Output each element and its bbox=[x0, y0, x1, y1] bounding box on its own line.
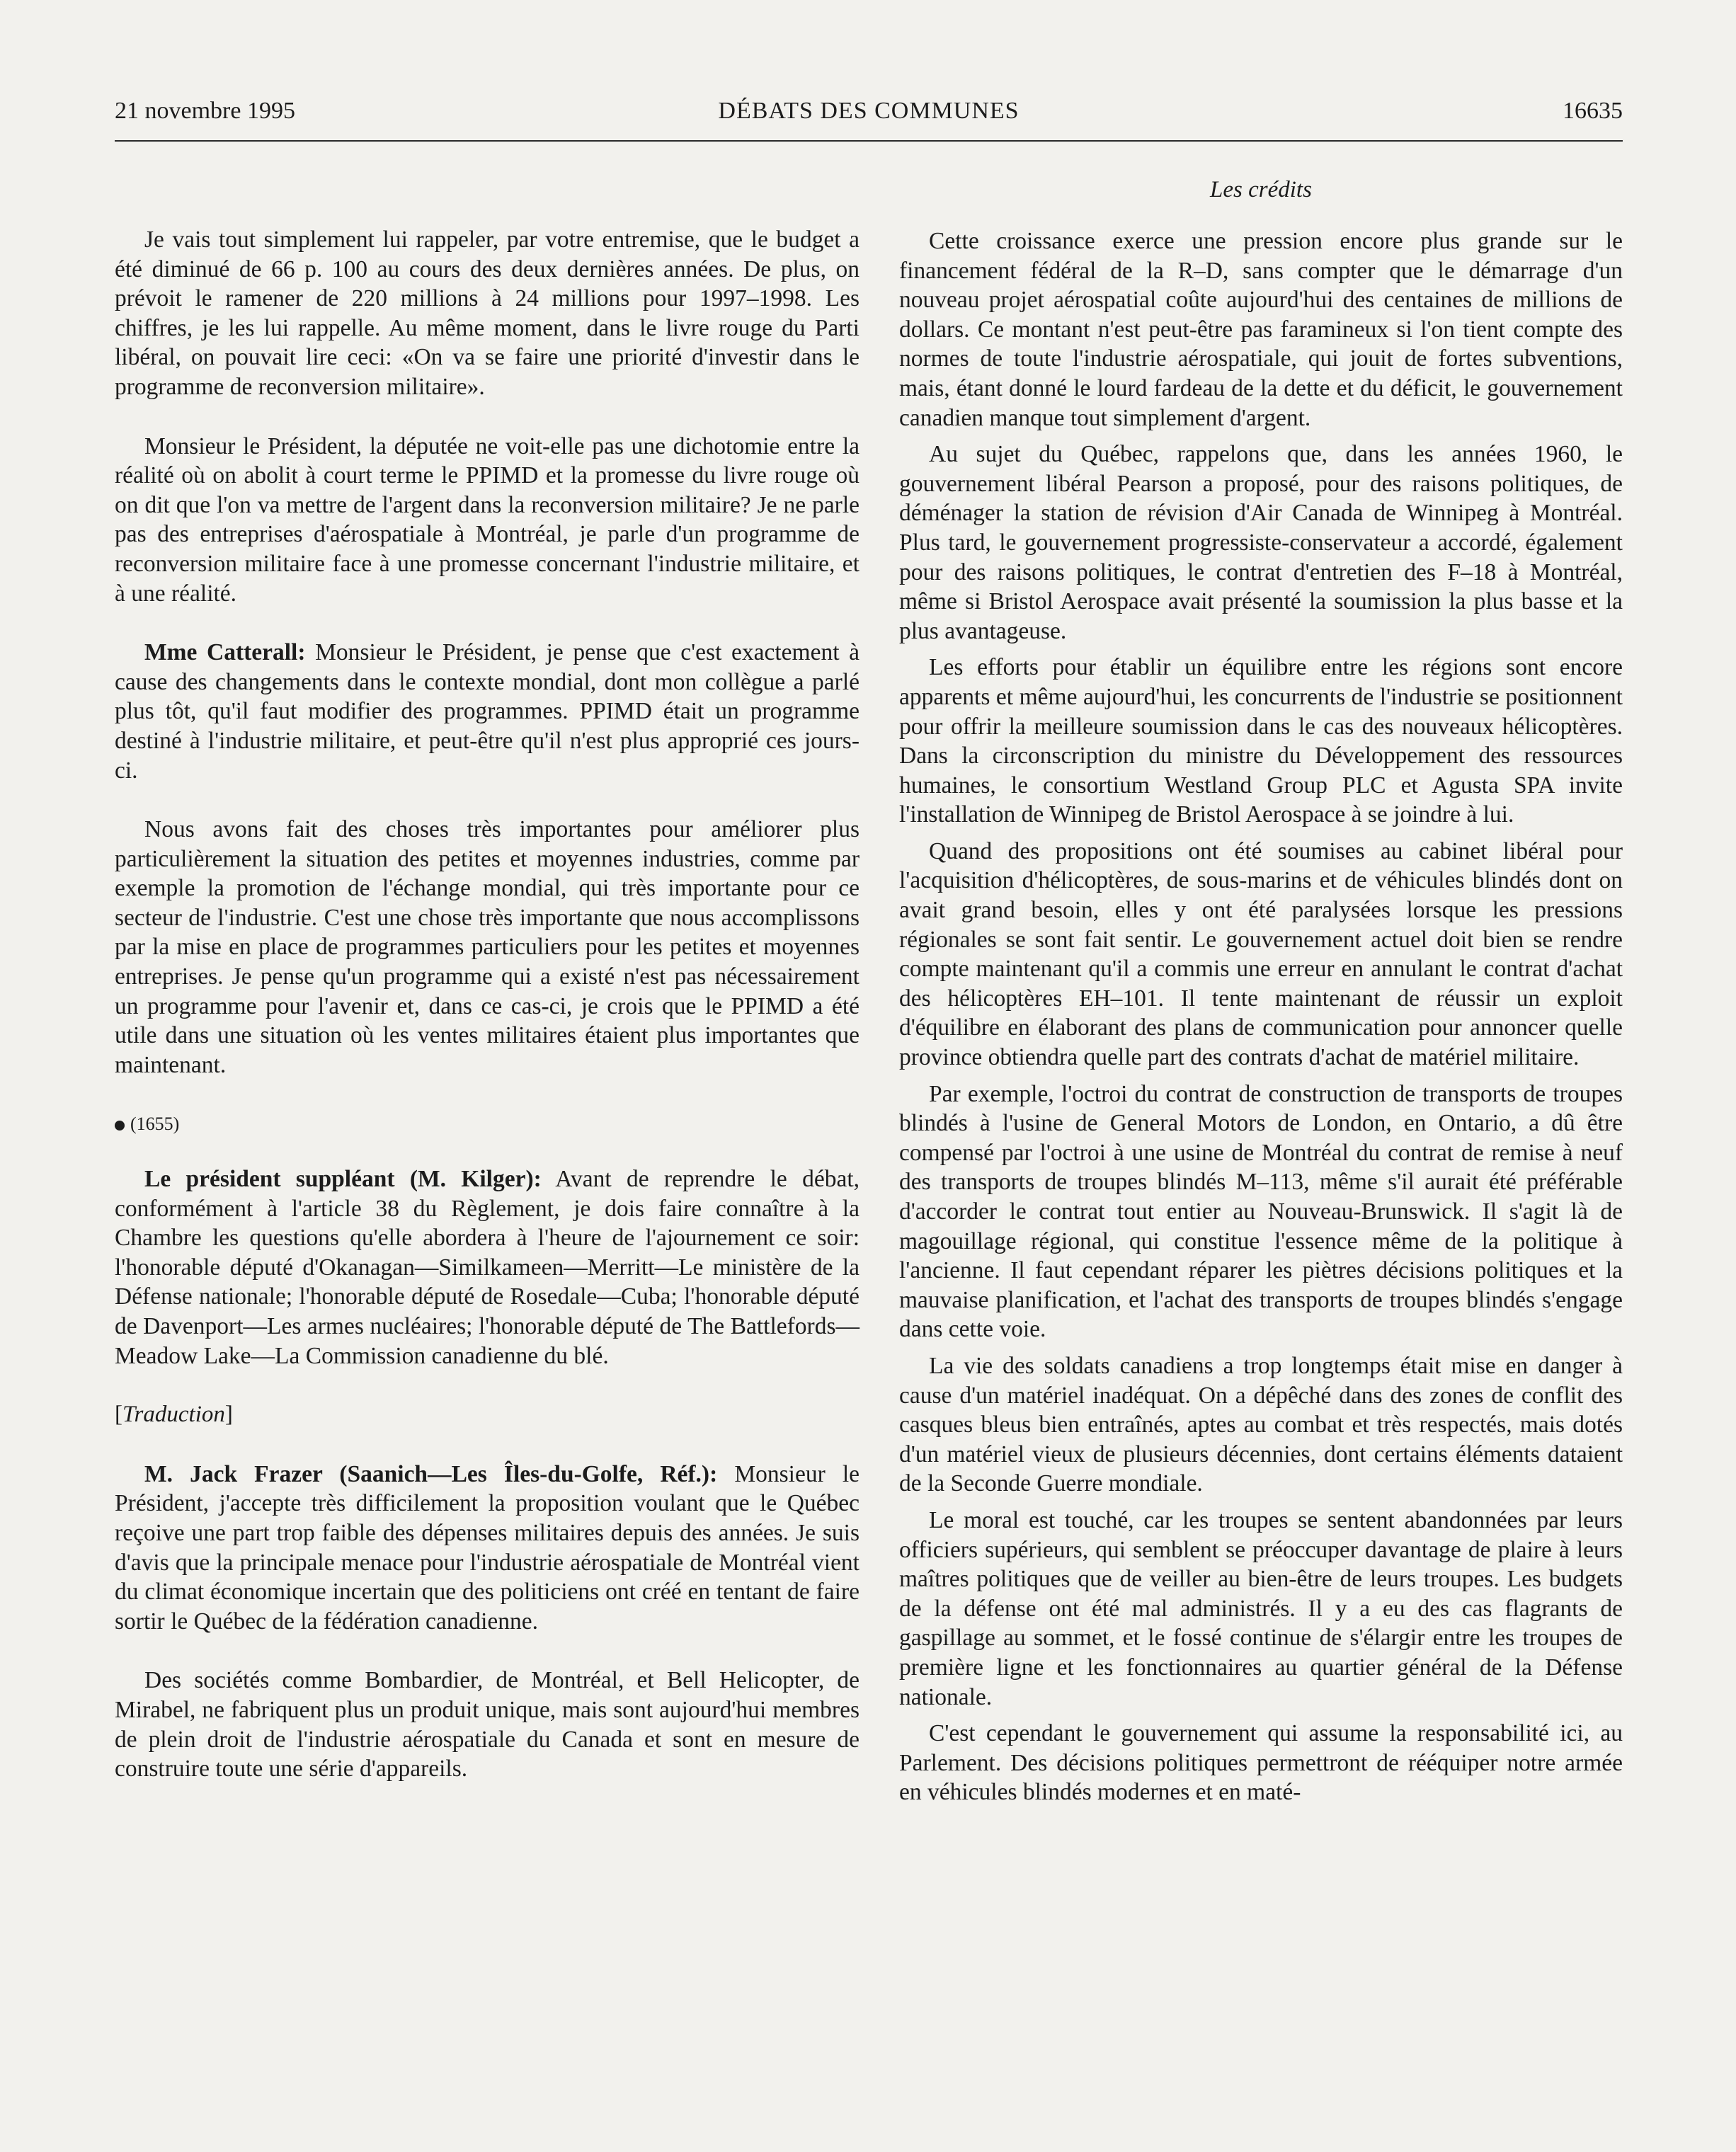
speaker-name: Le président suppléant (M. Kilger): bbox=[144, 1166, 542, 1193]
page-header bbox=[115, 98, 1623, 142]
section-label: Les crédits bbox=[1210, 177, 1312, 202]
speaker-name: M. Jack Frazer (Saanich—Les Îles-du-Golfe, Réf.): bbox=[144, 1460, 718, 1487]
speech-text: Monsieur le Président, je pense que c'est exactement à cause des changements dans le contexte mondial, dont mon collègue a parlé plus tôt, qu'il faut modifier des programmes. PPIMD était un programme destiné à l'industrie militaire, et peut-être qu'il n'est plus approprié ces jours-ci. bbox=[115, 639, 860, 784]
header-page-number: 16635 bbox=[1563, 98, 1623, 124]
time-marker bbox=[115, 1109, 860, 1139]
paragraph: Des sociétés comme Bombardier, de Montréal, et Bell Helicopter, de Mirabel, ne fabriquent plus un produit unique, mais sont aujourd'hui membres de plein droit de l'industrie aérospatiale du Canada et sont en mesure de construire toute une série d'appareils. bbox=[115, 1667, 860, 1782]
paragraph: Quand des propositions ont été soumises au cabinet libéral pour l'acquisition d'hélicoptères, de sous-marins et de véhicules blindés dont on avait grand besoin, elles y ont été paralysées lorsque les pressions régionales se sont fait sentir. Le gouvernement actuel doit bien se rendre compte maintenant qu'il a commis une erreur en annulant le contrat d'achat des hélicoptères EH–101. Il tente maintenant de réussir un exploit d'équilibre en élaborant des plans de communication pour annoncer quelle province obtiendra quelle part des contrats d'achat de matériel militaire. bbox=[899, 837, 1623, 1071]
paragraph: Je vais tout simplement lui rappeler, par votre entremise, que le budget a été diminué de 66 p. 100 au cours des deux dernières années. De plus, on prévoit le ramener de 220 millions à 24 millions pour 1997–1998. Les chiffres, je les lui rappelle. Au même moment, dans le livre rouge du Parti libéral, on pouvait lire ceci: «On va se faire une priorité d'investir dans le programme de reconversion militaire». bbox=[115, 227, 860, 400]
bullet-icon bbox=[115, 1121, 125, 1131]
speech-text: Monsieur le Président, j'accepte très difficilement la proposition voulant que le Québec reçoive une part trop faible des dépenses militaires depuis des années. Je suis d'avis que la principale menace pour l'industrie aérospatiale de Montréal vient du climat économique incertain que des politiciens ont créé en tentant de faire sortir le Québec de la fédération canadienne. bbox=[115, 1460, 860, 1635]
translation-label: Traduction bbox=[122, 1402, 225, 1428]
paragraph: La vie des soldats canadiens a trop longtemps était mise en danger à cause d'un matériel inadéquat. On a dépêché dans des zones de conflit des casques bleus bien entraînés, aptes au combat et très respectés, mais dotés d'un matériel vieux de plusieurs décennies, dont certains éléments dataient de la Seconde Guerre mondiale. bbox=[899, 1352, 1623, 1497]
speech-text: Avant de reprendre le débat, conformément à l'article 38 du Règlement, je dois faire connaître à la Chambre les questions qu'elle abordera à l'heure de l'ajournement ce soir: l'honorable député d'Okanagan—Similkameen—Merritt—Le ministère de la Défense nationale; l'honorable député de Rosedale—Cuba; l'honorable député de Davenport—Les armes nucléaires; l'honorable député de The Battlefords—Meadow Lake—La Commission canadienne du blé. bbox=[115, 1166, 860, 1369]
paragraph: Monsieur le Président, la députée ne voit-elle pas une dichotomie entre la réalité où on abolit à court terme le PPIMD et la promesse du livre rouge où on dit que l'on va mettre de l'argent dans la reconversion militaire? Je ne parle pas des entreprises d'aérospatiale à Montréal, je parle d'un programme de reconversion militaire face à une promesse concernant l'industrie militaire, et à une réalité. bbox=[115, 433, 860, 607]
header-title: DÉBATS DES COMMUNES bbox=[718, 98, 1020, 124]
speech-paragraph bbox=[115, 1460, 860, 1637]
paragraph: Au sujet du Québec, rappelons que, dans les années 1960, le gouvernement libéral Pearson a proposé, pour des raisons politiques, de déménager la station de révision d'Air Canada de Winnipeg à Montréal. Plus tard, le gouvernement progressiste-conservateur a accordé, également pour des raisons politiques, le contrat d'entretien des F–18 à Montréal, même si Bristol Aerospace avait présenté la soumission la plus basse et la plus avantageuse. bbox=[899, 441, 1623, 644]
paragraph: Nous avons fait des choses très importantes pour améliorer plus particulièrement la situation des petites et moyennes industries, comme par exemple la promotion de l'échange mondial, qui très importante pour ce secteur de l'industrie. C'est une chose très importante que nous accomplissons par la mise en place de programmes particuliers pour les petites et moyennes entreprises. Je pense qu'un programme qui a existé n'est pas nécessairement un programme pour l'avenir et, dans ce cas-ci, je crois que le PPIMD a été utile dans une situation où les ventes militaires étaient plus importantes que maintenant. bbox=[115, 816, 860, 1078]
paragraph: C'est cependant le gouvernement qui assume la responsabilité ici, au Parlement. Des décisions politiques permettront de rééquiper notre armée en véhicules blindés modernes et en maté- bbox=[899, 1720, 1623, 1806]
bracket-close: ] bbox=[224, 1402, 233, 1428]
right-column bbox=[899, 227, 1623, 1814]
bracket-open: [ bbox=[115, 1402, 122, 1428]
time-marker-text: (1655) bbox=[130, 1114, 180, 1135]
paragraph: Les efforts pour établir un équilibre entre les régions sont encore apparents et même aujourd'hui, les concurrents de l'industrie se positionnent pour offrir la meilleure soumission dans le cas des nouveaux hélicoptères. Dans la circonscription du ministre du Développement des ressources humaines, le consortium Westland Group PLC et Agusta SPA invite l'installation de Winnipeg de Bristol Aerospace à se joindre à lui. bbox=[899, 654, 1623, 828]
header-date: 21 novembre 1995 bbox=[115, 98, 295, 124]
speech-paragraph bbox=[115, 1164, 860, 1370]
translation-note bbox=[115, 1400, 860, 1430]
paragraph: Par exemple, l'octroi du contrat de construction de transports de troupes blindés à l'usine de General Motors de London, en Ontario, a dû être compensé par l'octroi à une usine de Montréal du contrat de remise à neuf des transports de troupes blindés M–113, même s'il aurait été préférable d'accorder le contrat tout entier au Nouveau-Brunswick. Il s'agit là de magouillage régional, qui constitue l'essence même de la politique à l'ancienne. Il faut cependant réparer les piètres décisions politiques et la mauvaise planification, et l'achat des transports de troupes blindés s'engage dans cette voie. bbox=[899, 1080, 1623, 1343]
speech-paragraph bbox=[115, 638, 860, 785]
speaker-name: Mme Catterall: bbox=[144, 639, 306, 666]
left-column bbox=[115, 225, 860, 1814]
paragraph: Le moral est touché, car les troupes se sentent abandonnées par leurs officiers supérieurs, qui semblent se préoccuper davantage de plaire à leurs maîtres politiques que de veiller au bien-être de leurs troupes. Les budgets de la défense ont été mal administrés. Il y a eu des cas flagrants de gaspillage au sommet, et le fossé continue de s'élargir entre les troupes de première ligne et les fonctionnaires au quartier général de la Défense nationale. bbox=[899, 1506, 1623, 1710]
paragraph: Cette croissance exerce une pression encore plus grande sur le financement fédéral de la R–D, sans compter que le démarrage d'un nouveau projet aérospatial coûte aujourd'hui des centaines de millions de dollars. Ce montant n'est peut-être pas faramineux si l'on tient compte des normes de toute l'industrie aérospatiale, qui jouit de fortes subventions, mais, étant donné le lourd fardeau de la dette et du déficit, le gouvernement canadien manque tout simplement d'argent. bbox=[899, 228, 1623, 431]
